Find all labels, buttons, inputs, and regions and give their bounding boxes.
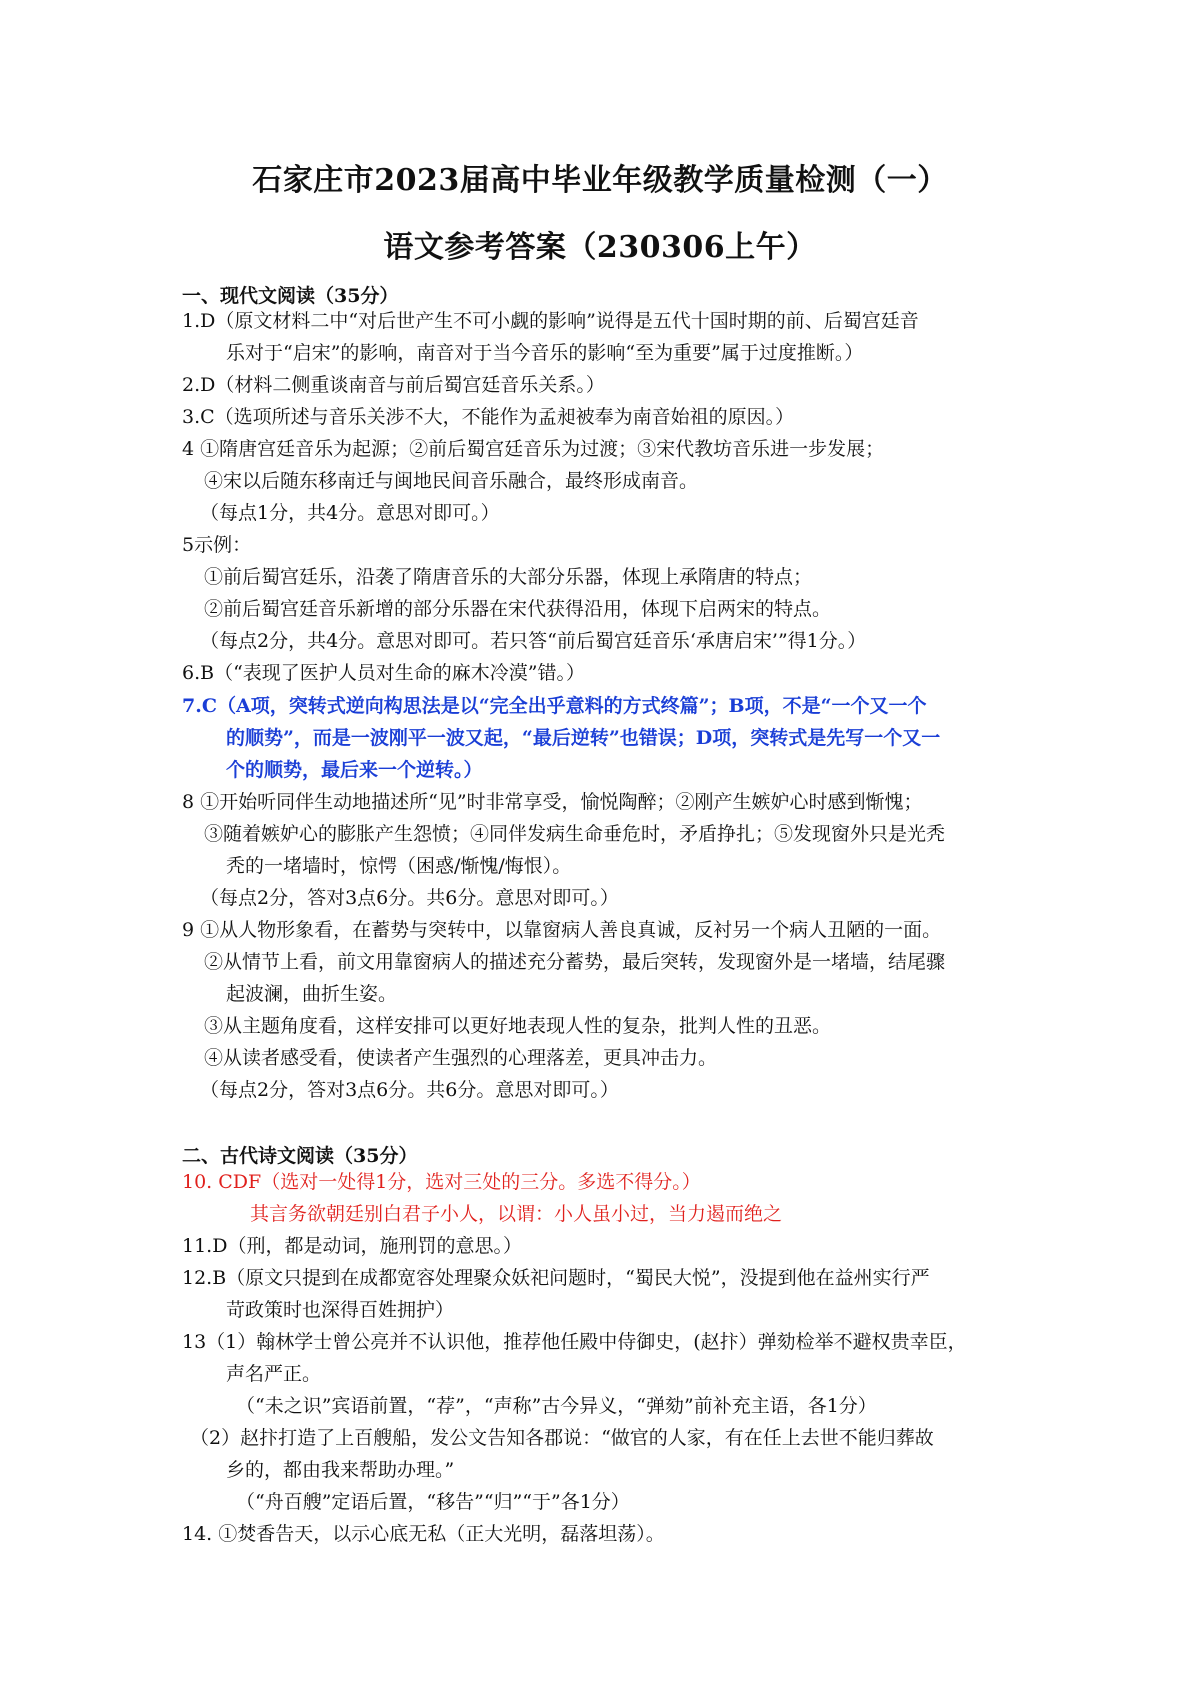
answer-line: ③从主题角度看，这样安排可以更好地表现人性的复杂，批判人性的丑恶。: [204, 1015, 832, 1037]
answer-line: 3.C（选项所述与音乐关涉不大，不能作为孟昶被奉为南音始祖的原因。）: [182, 406, 795, 428]
answer-line: （“未之识”宾语前置，“荐”，“声称”古今异义，“弹劾”前补充主语，各1分）: [236, 1395, 877, 1417]
answer-line: （每点2分，共4分。意思对即可。若只答“前后蜀宫廷音乐‘承唐启宋’”得1分。）: [200, 630, 867, 652]
page-title: 石家庄市2023届高中毕业年级教学质量检测（一）: [252, 163, 948, 198]
answer-line-highlight: 个的顺势，最后来一个逆转。）: [226, 759, 483, 781]
answer-line: ②前后蜀宫廷音乐新增的部分乐器在宋代获得沿用，体现下启两宋的特点。: [204, 598, 832, 620]
answer-line: 6.B（“表现了医护人员对生命的麻木冷漠”错。）: [182, 662, 586, 684]
answer-line: 9 ①从人物形象看，在蓄势与突转中，以靠窗病人善良真诚，反衬另一个病人丑陋的一面。: [182, 919, 942, 941]
answer-line: 4 ①隋唐宫廷音乐为起源；②前后蜀宫廷音乐为过渡；③宋代教坊音乐进一步发展；: [182, 438, 885, 460]
answer-line: ④从读者感受看，使读者产生强烈的心理落差，更具冲击力。: [204, 1047, 718, 1069]
answer-line: （每点2分，答对3点6分。共6分。意思对即可。）: [200, 1079, 619, 1101]
answer-line: 12.B（原文只提到在成都宽容处理聚众妖祀问题时，“蜀民大悦”，没提到他在益州实行严: [182, 1267, 930, 1289]
answer-line-highlight: 7.C（A项，突转式逆向构思法是以“完全出乎意料的方式终篇”；B项，不是“一个又一个: [182, 695, 927, 717]
answer-line: 秃的一堵墙时，惊愕（困惑/惭愧/悔恨）。: [226, 855, 572, 877]
answer-line: 13（1）翰林学士曾公亮并不认识他，推荐他任殿中侍御史，(赵抃）弹劾检举不避权贵幸臣，: [182, 1331, 967, 1353]
answer-line: （每点2分，答对3点6分。共6分。意思对即可。）: [200, 887, 619, 909]
answer-line-highlight: 的顺势”，而是一波刚平一波又起，“最后逆转”也错误；D项，突转式是先写一个又一: [226, 727, 941, 749]
answer-line: 乡的，都由我来帮助办理。”: [226, 1459, 455, 1481]
answer-line: 5示例：: [182, 534, 252, 556]
answer-line: ③随着嫉妒心的膨胀产生怨愤；④同伴发病生命垂危时，矛盾挣扎；⑤发现窗外只是光秃: [204, 823, 946, 845]
answer-line: ②从情节上看，前文用靠窗病人的描述充分蓄势，最后突转，发现窗外是一堵墙，结尾骤: [204, 951, 946, 973]
page-subtitle: 语文参考答案（230306上午）: [383, 230, 817, 265]
answer-line: （2）赵抃打造了上百艘船，发公文告知各郡说：“做官的人家，有在任上去世不能归葬故: [190, 1427, 934, 1449]
answer-line: （每点1分，共4分。意思对即可。）: [200, 502, 500, 524]
answer-line: 8 ①开始听同伴生动地描述所“见”时非常享受，愉悦陶醉；②刚产生嫉妒心时感到惭愧；: [182, 791, 923, 813]
answer-line: ④宋以后随东移南迁与闽地民间音乐融合，最终形成南音。: [204, 470, 699, 492]
section-heading-modern-reading: 一、现代文阅读（35分）: [182, 285, 399, 307]
answer-line-highlight: 10. CDF（选对一处得1分，选对三处的三分。多选不得分。）: [182, 1171, 701, 1193]
answer-line: （“舟百艘”定语后置，“移告”“归”“于”各1分）: [236, 1491, 630, 1513]
answer-line: 乐对于“启宋”的影响，南音对于当今音乐的影响“至为重要”属于过度推断。）: [226, 342, 864, 364]
answer-line: 苛政策时也深得百姓拥护）: [226, 1299, 455, 1321]
answer-line: 起波澜，曲折生姿。: [226, 983, 398, 1005]
answer-line: 1.D（原文材料二中“对后世产生不可小觑的影响”说得是五代十国时期的前、后蜀宫廷音: [182, 310, 919, 332]
answer-line: ①前后蜀宫廷乐，沿袭了隋唐音乐的大部分乐器，体现上承隋唐的特点；: [204, 566, 813, 588]
answer-line: 2.D（材料二侧重谈南音与前后蜀宫廷音乐关系。）: [182, 374, 605, 396]
answer-line: 11.D（刑，都是动词，施刑罚的意思。）: [182, 1235, 522, 1257]
answer-line: 声名严正。: [226, 1363, 322, 1385]
answer-line: 14. ①焚香告天，以示心底无私（正大光明，磊落坦荡）。: [182, 1523, 665, 1545]
answer-line-highlight: 其言务欲朝廷别白君子小人，以谓：小人虽小过，当力遏而绝之: [250, 1203, 783, 1225]
section-heading-classical-reading: 二、古代诗文阅读（35分）: [182, 1145, 418, 1167]
